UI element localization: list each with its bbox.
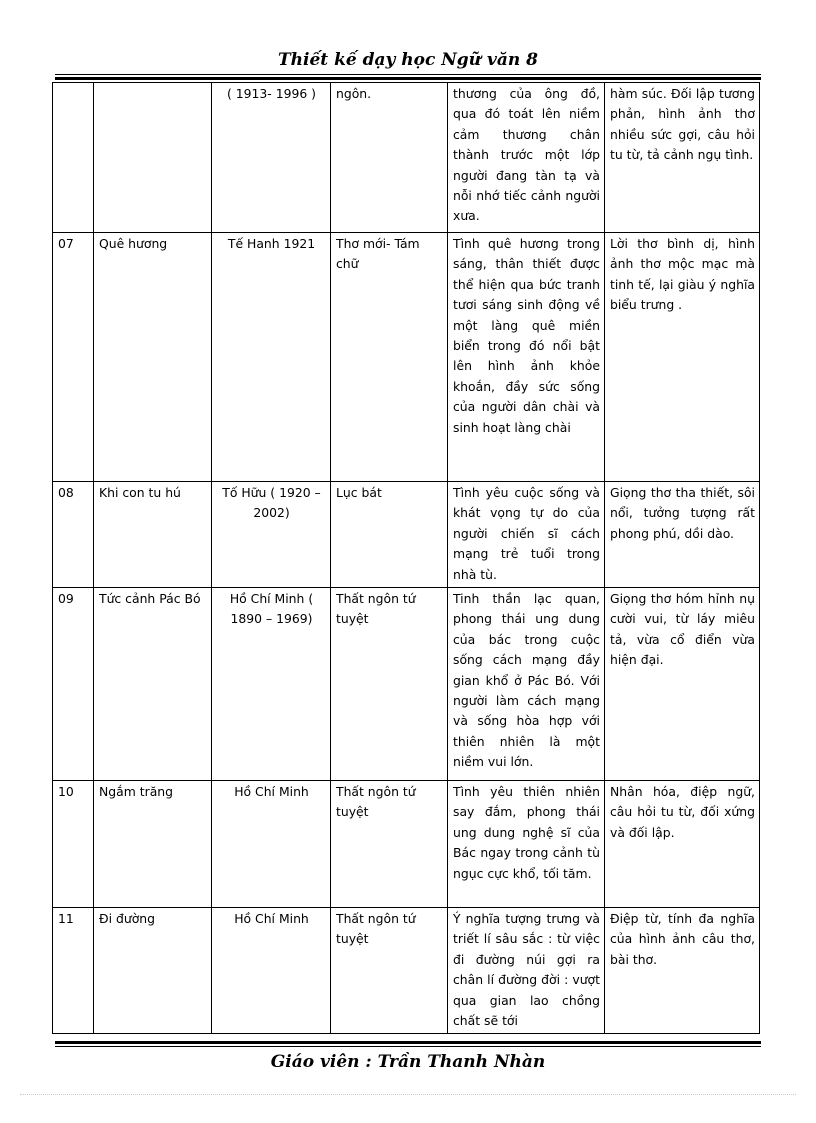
- poem-author: Hồ Chí Minh ( 1890 – 1969): [212, 588, 331, 781]
- poem-art: Giọng thơ hóm hỉnh nụ cười vui, từ láy miêu tả, vừa cổ điển vừa hiện đại.: [605, 588, 760, 781]
- poem-art: Giọng thơ tha thiết, sôi nổi, tưởng tượng rất phong phú, dồi dào.: [605, 482, 760, 588]
- poem-genre: Thất ngôn tứ tuyệt: [331, 588, 448, 781]
- table-row: [53, 781, 760, 908]
- poetry-summary-table: [52, 82, 760, 1034]
- poem-genre: Lục bát: [331, 482, 448, 588]
- poem-title: Quê hương: [94, 233, 212, 482]
- row-number: 07: [53, 233, 94, 482]
- poem-title: Tức cảnh Pác Bó: [94, 588, 212, 781]
- poem-author: Tố Hữu ( 1920 – 2002): [212, 482, 331, 588]
- row-number: 09: [53, 588, 94, 781]
- poem-art: Lời thơ bình dị, hình ảnh thơ mộc mạc mà tinh tế, lại giàu ý nghĩa biểu trưng .: [605, 233, 760, 482]
- page-footer-teacher: Giáo viên : Trần Thanh Nhàn: [270, 1052, 546, 1072]
- poem-art: hàm súc. Đối lập tương phản, hình ảnh thơ nhiều sức gợi, câu hỏi tu từ, tả cảnh ngụ tình.: [605, 83, 760, 233]
- row-number: 10: [53, 781, 94, 908]
- poem-content: Tinh thần lạc quan, phong thái ung dung của bác trong cuộc sống cách mạng đầy gian khổ ở Pác Bó. Với người làm cách mạng và sống hòa hợp với thiên nhiên là một niềm vui lớn.: [448, 588, 605, 781]
- table-row: [53, 233, 760, 482]
- page-header-title: Thiết kế dạy học Ngữ văn 8: [278, 50, 538, 70]
- poem-genre: Thơ mới- Tám chữ: [331, 233, 448, 482]
- poem-title: Ngắm trăng: [94, 781, 212, 908]
- row-number: 11: [53, 908, 94, 1034]
- table-row: [53, 588, 760, 781]
- page-bottom-dotted-line: [20, 1094, 796, 1095]
- poem-author: Hồ Chí Minh: [212, 781, 331, 908]
- poem-title: [94, 83, 212, 233]
- poem-genre: ngôn.: [331, 83, 448, 233]
- footer-rule-thick: [55, 1041, 761, 1044]
- poem-title: Khi con tu hú: [94, 482, 212, 588]
- poem-author: ( 1913- 1996 ): [212, 83, 331, 233]
- poem-content: thương của ông đồ, qua đó toát lên niềm cảm thương chân thành trước một lớp người đang tàn tạ và nỗi nhớ tiếc cảnh người xưa.: [448, 83, 605, 233]
- header-rule-thick: [55, 77, 761, 80]
- poem-art: Điệp từ, tính đa nghĩa của hình ảnh câu thơ, bài thơ.: [605, 908, 760, 1034]
- poem-content: Tình yêu thiên nhiên say đắm, phong thái ung dung nghệ sĩ của Bác ngay trong cảnh tù ngục cực khổ, tối tăm.: [448, 781, 605, 908]
- table-row: [53, 83, 760, 233]
- header-rule-thin: [55, 74, 761, 75]
- table-row: [53, 482, 760, 588]
- poem-content: Tình yêu cuộc sống và khát vọng tự do của người chiến sĩ cách mạng trẻ tuổi trong nhà tù.: [448, 482, 605, 588]
- poem-art: Nhân hóa, điệp ngữ, câu hỏi tu từ, đối xứng và đối lập.: [605, 781, 760, 908]
- poem-author: Tế Hanh 1921: [212, 233, 331, 482]
- table-row: [53, 908, 760, 1034]
- poem-genre: Thất ngôn tứ tuyệt: [331, 781, 448, 908]
- poem-content: Tình quê hương trong sáng, thân thiết được thể hiện qua bức tranh tươi sáng sinh động về một làng quê miền biển trong đó nổi bật lên hình ảnh khỏe khoắn, đầy sức sống của người dân chài và sinh hoạt làng chài: [448, 233, 605, 482]
- poem-genre: Thất ngôn tứ tuyệt: [331, 908, 448, 1034]
- poem-content: Ý nghĩa tượng trưng và triết lí sâu sắc : từ việc đi đường núi gợi ra chân lí đường đời : vượt qua gian lao chồng chất sẽ tới: [448, 908, 605, 1034]
- row-number: 08: [53, 482, 94, 588]
- footer-rule-thin: [55, 1046, 761, 1047]
- poem-author: Hồ Chí Minh: [212, 908, 331, 1034]
- row-number: [53, 83, 94, 233]
- poem-title: Đi đường: [94, 908, 212, 1034]
